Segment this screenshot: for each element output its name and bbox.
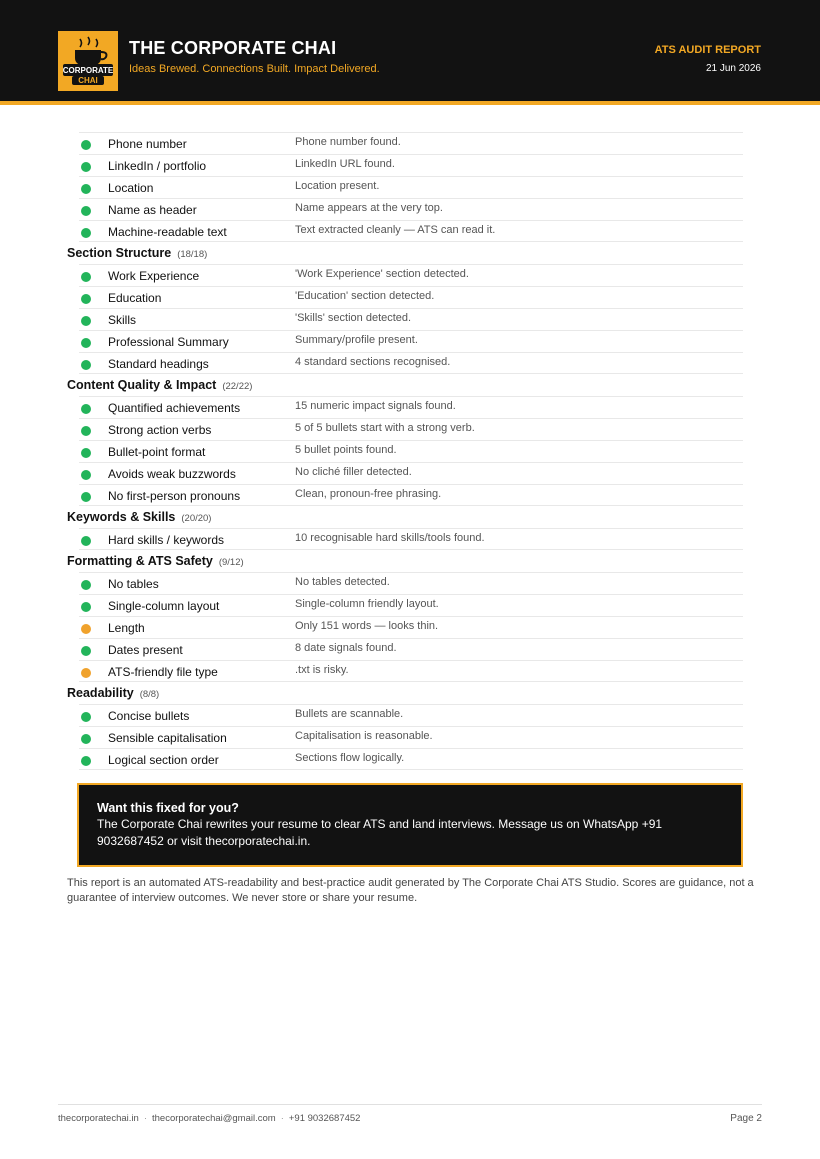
pass-status-icon bbox=[81, 316, 91, 326]
check-row bbox=[79, 286, 743, 308]
check-label: Standard headings bbox=[108, 357, 209, 371]
section-score: (9/12) bbox=[218, 557, 244, 568]
check-label: Skills bbox=[108, 313, 137, 327]
pass-status-icon bbox=[81, 734, 91, 744]
section-score: (22/22) bbox=[222, 381, 253, 392]
check-label: ATS-friendly file type bbox=[108, 665, 218, 679]
svg-text:CORPORATE: CORPORATE bbox=[62, 66, 114, 75]
section-title: Section Structure bbox=[67, 246, 172, 260]
check-detail: Phone number found. bbox=[295, 136, 401, 148]
check-row bbox=[79, 594, 743, 616]
check-detail: 8 date signals found. bbox=[295, 642, 397, 654]
check-row bbox=[79, 418, 743, 440]
check-detail: Sections flow logically. bbox=[295, 752, 405, 764]
svg-text:CHAI: CHAI bbox=[78, 76, 98, 85]
check-label: Education bbox=[108, 291, 162, 305]
pass-status-icon bbox=[81, 338, 91, 348]
check-detail: Name appears at the very top. bbox=[295, 202, 443, 214]
check-label: Location bbox=[108, 181, 154, 195]
section-heading bbox=[67, 682, 743, 704]
check-label: Name as header bbox=[108, 203, 197, 217]
disclaimer: This report is an automated ATS-readability and best-practice audit generated by The Corporate Chai ATS Studio. Scores are guidance, not a guarantee of interview outcomes. We never store or share your resume. bbox=[67, 877, 754, 904]
check-label: Professional Summary bbox=[108, 335, 229, 349]
check-detail: Bullets are scannable. bbox=[295, 708, 404, 720]
check-label: Length bbox=[108, 621, 145, 635]
footer-email[interactable]: thecorporatechai@gmail.com bbox=[151, 1113, 276, 1124]
section-title: Readability bbox=[67, 686, 134, 700]
pass-status-icon bbox=[81, 448, 91, 458]
pass-status-icon bbox=[81, 140, 91, 150]
check-label: Bullet-point format bbox=[108, 445, 206, 459]
check-detail: Summary/profile present. bbox=[295, 334, 418, 346]
check-detail: 'Work Experience' section detected. bbox=[295, 268, 469, 280]
report-date: 21 Jun 2026 bbox=[705, 63, 761, 74]
check-label: Machine-readable text bbox=[108, 225, 227, 239]
check-row bbox=[79, 352, 743, 374]
pass-status-icon bbox=[81, 206, 91, 216]
footer-website[interactable]: thecorporatechai.in bbox=[58, 1113, 139, 1124]
check-label: No first-person pronouns bbox=[108, 489, 241, 503]
pass-status-icon bbox=[81, 272, 91, 282]
check-detail: 5 bullet points found. bbox=[295, 444, 397, 456]
check-label: Sensible capitalisation bbox=[108, 731, 227, 745]
pass-status-icon bbox=[81, 536, 91, 546]
pass-status-icon bbox=[81, 426, 91, 436]
pass-status-icon bbox=[81, 646, 91, 656]
pass-status-icon bbox=[81, 360, 91, 370]
check-label: Hard skills / keywords bbox=[108, 533, 225, 547]
check-row bbox=[79, 440, 743, 462]
check-row bbox=[79, 220, 743, 242]
pass-status-icon bbox=[81, 470, 91, 480]
section-title: Content Quality & Impact bbox=[67, 378, 217, 392]
pass-status-icon bbox=[81, 492, 91, 502]
section-score: (8/8) bbox=[139, 689, 160, 700]
pass-status-icon bbox=[81, 184, 91, 194]
check-detail: No cliché filler detected. bbox=[295, 466, 412, 478]
check-row bbox=[79, 726, 743, 748]
report-header bbox=[0, 0, 820, 101]
brand-tagline: Ideas Brewed. Connections Built. Impact Delivered. bbox=[129, 63, 380, 75]
pass-status-icon bbox=[81, 404, 91, 414]
check-label: Phone number bbox=[108, 137, 187, 151]
check-detail: Location present. bbox=[295, 180, 380, 192]
section-title: Formatting & ATS Safety bbox=[67, 554, 213, 568]
section-heading bbox=[67, 242, 743, 264]
check-label: Logical section order bbox=[108, 753, 219, 767]
pass-status-icon bbox=[81, 602, 91, 612]
check-label: Avoids weak buzzwords bbox=[108, 467, 236, 481]
check-label: Strong action verbs bbox=[108, 423, 212, 437]
check-detail: LinkedIn URL found. bbox=[295, 158, 395, 170]
footer-phone: +91 9032687452 bbox=[288, 1113, 361, 1124]
cta-title: Want this fixed for you? bbox=[97, 801, 239, 815]
footer-contacts bbox=[58, 1113, 360, 1124]
check-row bbox=[79, 330, 743, 352]
section-score: (18/18) bbox=[177, 249, 208, 260]
check-detail: 'Skills' section detected. bbox=[295, 312, 412, 324]
brand-logo bbox=[58, 31, 118, 91]
check-detail: 10 recognisable hard skills/tools found. bbox=[295, 532, 485, 544]
check-row bbox=[79, 660, 743, 682]
cta-body: The Corporate Chai rewrites your resume to clear ATS and land interviews. Message us on WhatsApp +91 9032687452 or visit thecorporatechai.in. bbox=[97, 817, 663, 848]
check-detail: Only 151 words — looks thin. bbox=[295, 620, 439, 632]
chai-cup-icon bbox=[58, 31, 118, 91]
check-row bbox=[79, 198, 743, 220]
pass-status-icon bbox=[81, 294, 91, 304]
report-title: ATS AUDIT REPORT bbox=[654, 44, 761, 56]
section-heading bbox=[67, 550, 743, 572]
check-detail: 4 standard sections recognised. bbox=[295, 356, 451, 368]
check-detail: Single-column friendly layout. bbox=[295, 598, 439, 610]
check-detail: No tables detected. bbox=[295, 576, 390, 588]
pass-status-icon bbox=[81, 580, 91, 590]
check-row bbox=[79, 176, 743, 198]
brand-name: THE CORPORATE CHAI bbox=[129, 38, 337, 58]
warning-status-icon bbox=[81, 668, 91, 678]
check-detail: Text extracted cleanly — ATS can read it. bbox=[295, 224, 496, 236]
footer-divider bbox=[58, 1104, 762, 1105]
check-detail: Capitalisation is reasonable. bbox=[295, 730, 433, 742]
footer-separator: · bbox=[143, 1113, 147, 1124]
check-detail: Clean, pronoun-free phrasing. bbox=[295, 488, 442, 500]
check-label: Dates present bbox=[108, 643, 183, 657]
check-row bbox=[79, 462, 743, 484]
page-number: Page 2 bbox=[730, 1113, 762, 1124]
check-row bbox=[79, 396, 743, 418]
audit-checklist bbox=[67, 132, 743, 770]
check-row bbox=[79, 748, 743, 770]
section-heading bbox=[67, 374, 743, 396]
check-row bbox=[79, 154, 743, 176]
check-row bbox=[79, 484, 743, 506]
check-label: LinkedIn / portfolio bbox=[108, 159, 207, 173]
check-row bbox=[79, 308, 743, 330]
check-row bbox=[79, 264, 743, 286]
check-label: Work Experience bbox=[108, 269, 200, 283]
check-detail: 15 numeric impact signals found. bbox=[295, 400, 456, 412]
pass-status-icon bbox=[81, 712, 91, 722]
footer-separator: · bbox=[280, 1113, 284, 1124]
pass-status-icon bbox=[81, 228, 91, 238]
check-detail: 'Education' section detected. bbox=[295, 290, 435, 302]
check-label: Single-column layout bbox=[108, 599, 220, 613]
check-label: Quantified achievements bbox=[108, 401, 241, 415]
check-label: No tables bbox=[108, 577, 159, 591]
check-label: Concise bullets bbox=[108, 709, 190, 723]
check-row bbox=[79, 638, 743, 660]
check-row bbox=[79, 572, 743, 594]
check-row bbox=[79, 704, 743, 726]
check-detail: .txt is risky. bbox=[295, 664, 349, 676]
section-title: Keywords & Skills bbox=[67, 510, 176, 524]
check-row bbox=[79, 616, 743, 638]
check-detail: 5 of 5 bullets start with a strong verb. bbox=[295, 422, 475, 434]
pass-status-icon bbox=[81, 162, 91, 172]
section-score: (20/20) bbox=[181, 513, 212, 524]
warning-status-icon bbox=[81, 624, 91, 634]
header-accent-bar bbox=[0, 101, 820, 105]
cta-box bbox=[77, 783, 743, 867]
section-heading bbox=[67, 506, 743, 528]
pass-status-icon bbox=[81, 756, 91, 766]
check-row bbox=[79, 132, 743, 154]
check-row bbox=[79, 528, 743, 550]
